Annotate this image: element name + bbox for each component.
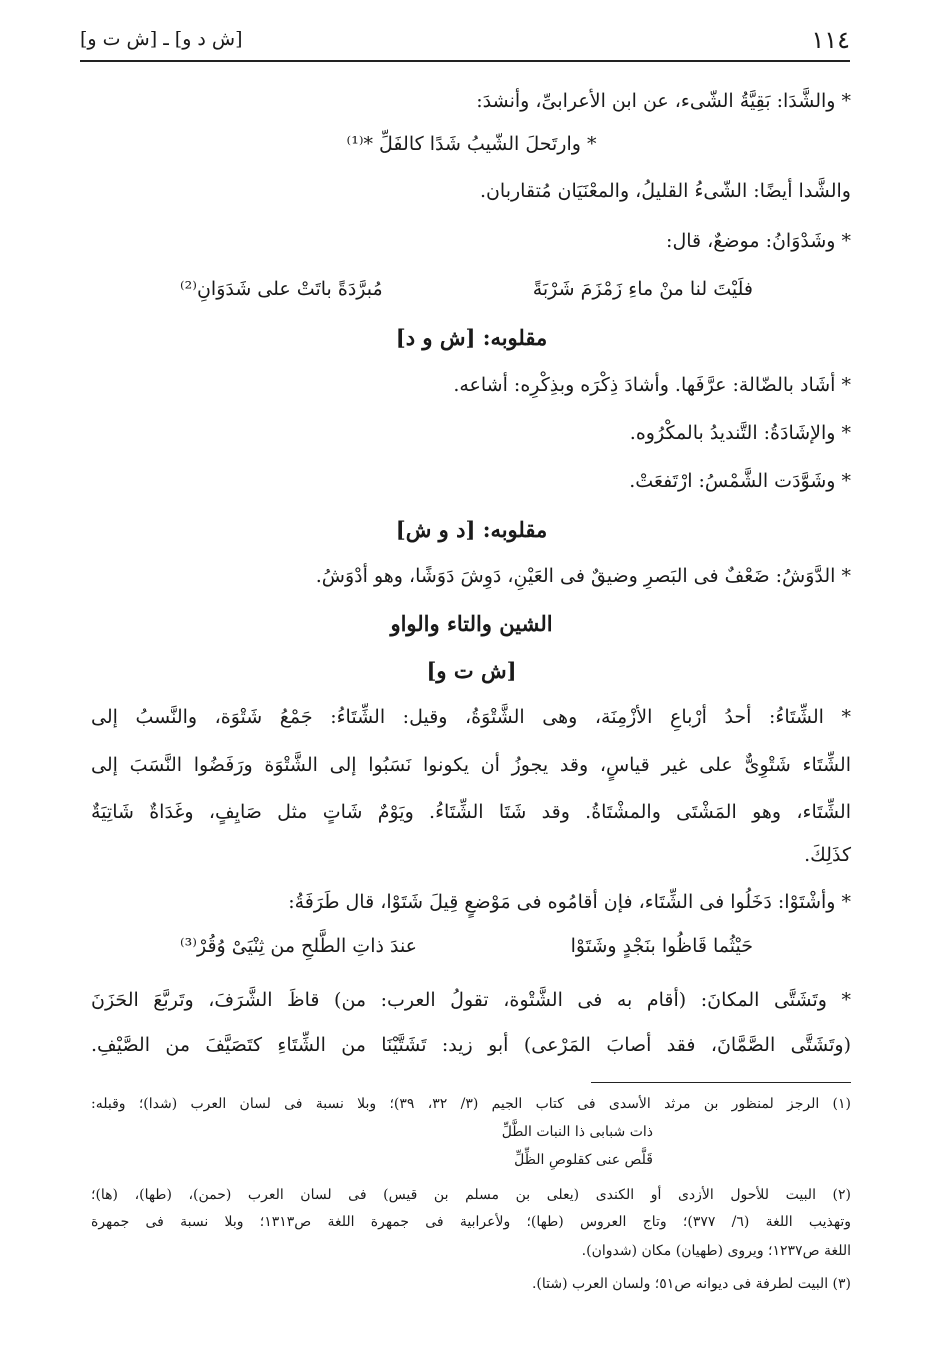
section-heading: مقلوبه: [ش و د] — [395, 325, 548, 350]
running-head: [ش د و] ـ [ش ت و] — [80, 28, 243, 50]
paragraph-line: (وتَشَتَّى الصَّمَّانَ، فقد أصابَ المَرْعى) أبو زيد: تَشَتَّيْنَا من الشِّتَاءِ كتَصَيَّفَ من الصَّيْفِ. — [91, 1034, 851, 1056]
paragraph-line: * الشِّتَاءُ: أحدُ أرْباعِ الأزْمِنَة، وهى الشَّتْوَةُ، وقيل: الشِّتَاءُ: جَمْعُ شَتْوَة، والنَّسبُ إلى — [91, 706, 851, 728]
footnote-line: اللغة ص١٢٣٧؛ ويروى (طهيان) مكان (شدوان). — [581, 1243, 851, 1259]
footnote-verse: ذات شبابى ذا النبات الطَّلِّ — [501, 1124, 653, 1140]
footnote-verse: قَلَّص عنى كقلوصِ الظِّلِّ — [514, 1152, 653, 1168]
text-line: * وشَوَّدَت الشَّمْسُ: ارْتَفعَتْ. — [629, 470, 851, 492]
verse-hemistich-first: حَيْثُما قَاظُوا بنَجْدٍ وشَتَوْا — [570, 935, 753, 957]
footnote-line: (٣) البيت لطرفة فى ديوانه ص٥١؛ ولسان العرب (شتا). — [531, 1276, 851, 1292]
text-line: * والشَّدَا: بَقِيَّةُ الشّىء، عن ابن الأعرابىِّ، وأنشدَ: — [476, 90, 851, 112]
footnote-line: (١) الرجز لمنظور بن مرثد الأسدى فى كتاب الجيم (٣/ ٣٢، ٣٩)؛ وبلا نسبة فى لسان العرب (شدا)؛ وقبله: — [91, 1096, 852, 1112]
text-line: * والإشَادَةُ: التَّنديدُ بالمكْرُوه. — [629, 422, 851, 444]
paragraph-line: الشِّتَاء شَتْوِىٌّ على غير قياسٍ، وقد يجوزُ أن يكونوا نَسَبُوا إلى الشَّتْوَة ورَفَضُوا النَّسَبَ إلى — [91, 754, 851, 776]
text-line: * وشَدْوَانُ: موضعٌ، قال: — [666, 230, 851, 252]
text-line: * أشَاد بالضّالة: عرَّفَها. وأشادَ ذِكْرَه وبذِكْرِه: أشاعه. — [453, 374, 851, 396]
footnote-line: وتهذيب اللغة (٦/ ٣٧٧)؛ وتاج العروس (طها)؛ ولأعرابية فى جمهرة اللغة ص١٣١٣؛ وبلا نسبة فى جمهرة — [91, 1214, 851, 1230]
verse-hemistich-second: مُبرَّدَةً باتَتْ على شَدَوَانِ⁽²⁾ — [180, 278, 383, 300]
page-number: ١١٤ — [811, 26, 850, 54]
paragraph-line: * وأشْتَوْا: دَخَلُوا فى الشِّتَاء، فإن أقامُوه فى مَوْضعٍ قِيلَ شَتَوْا، قال طَرَفَةُ: — [288, 891, 851, 913]
paragraph-line: * وتَشَتَّى المكانَ: (أقام به فى الشَّتْوة، تقولُ العرب: من) قاظَ الشَّرَفَ، وتَربَّعَ الحَزَنَ — [91, 989, 851, 1011]
section-heading: مقلوبه: [د و ش] — [395, 517, 548, 542]
paragraph-line: الشِّتَاء، وهو المَشْتَى والمشْتَاةُ. وقد شَتَا الشِّتَاءُ. ويَوْمٌ شَاتٍ مثل صَايِفٍ، وغَدَاةٌ شَاتِيَةٌ — [91, 801, 851, 823]
section-heading: [ش ت و] — [426, 658, 517, 683]
chapter-heading: الشين والتاء والواو — [390, 611, 553, 636]
footnote-rule — [591, 1082, 851, 1083]
verse-hemistich-first: فلَيْتَ لنا منْ ماءِ زَمْزَمَ شَرْبَةً — [532, 278, 753, 300]
header-rule — [80, 60, 850, 62]
verse-line: * وارتَحلَ الشّيبُ شَدًا كالفَلِّ *⁽¹⁾ — [346, 133, 597, 155]
footnote-line: (٢) البيت للأحول الأزدى أو الكندى (يعلى بن مسلم بن قيس) فى لسان العرب (حمن)، (طها)، (ها)؛ — [91, 1187, 851, 1203]
paragraph-line: كذَلِكَ. — [804, 844, 851, 866]
text-line: * الدَّوَشُ: ضَعْفٌ فى البَصرِ وضيقٌ فى العَيْنِ، دَوِشَ دَوَشًا، وهو أدْوَشُ. — [315, 565, 851, 587]
page-header — [80, 22, 850, 62]
text-line: والشَّدا أيضًا: الشّىءُ القليلُ، والمعْنَيَان مُتقاربان. — [479, 180, 851, 202]
verse-hemistich-second: عندَ ذاتِ الطَّلحِ من ثِنْيَىْ وُقُرْ⁽³⁾ — [180, 935, 418, 957]
